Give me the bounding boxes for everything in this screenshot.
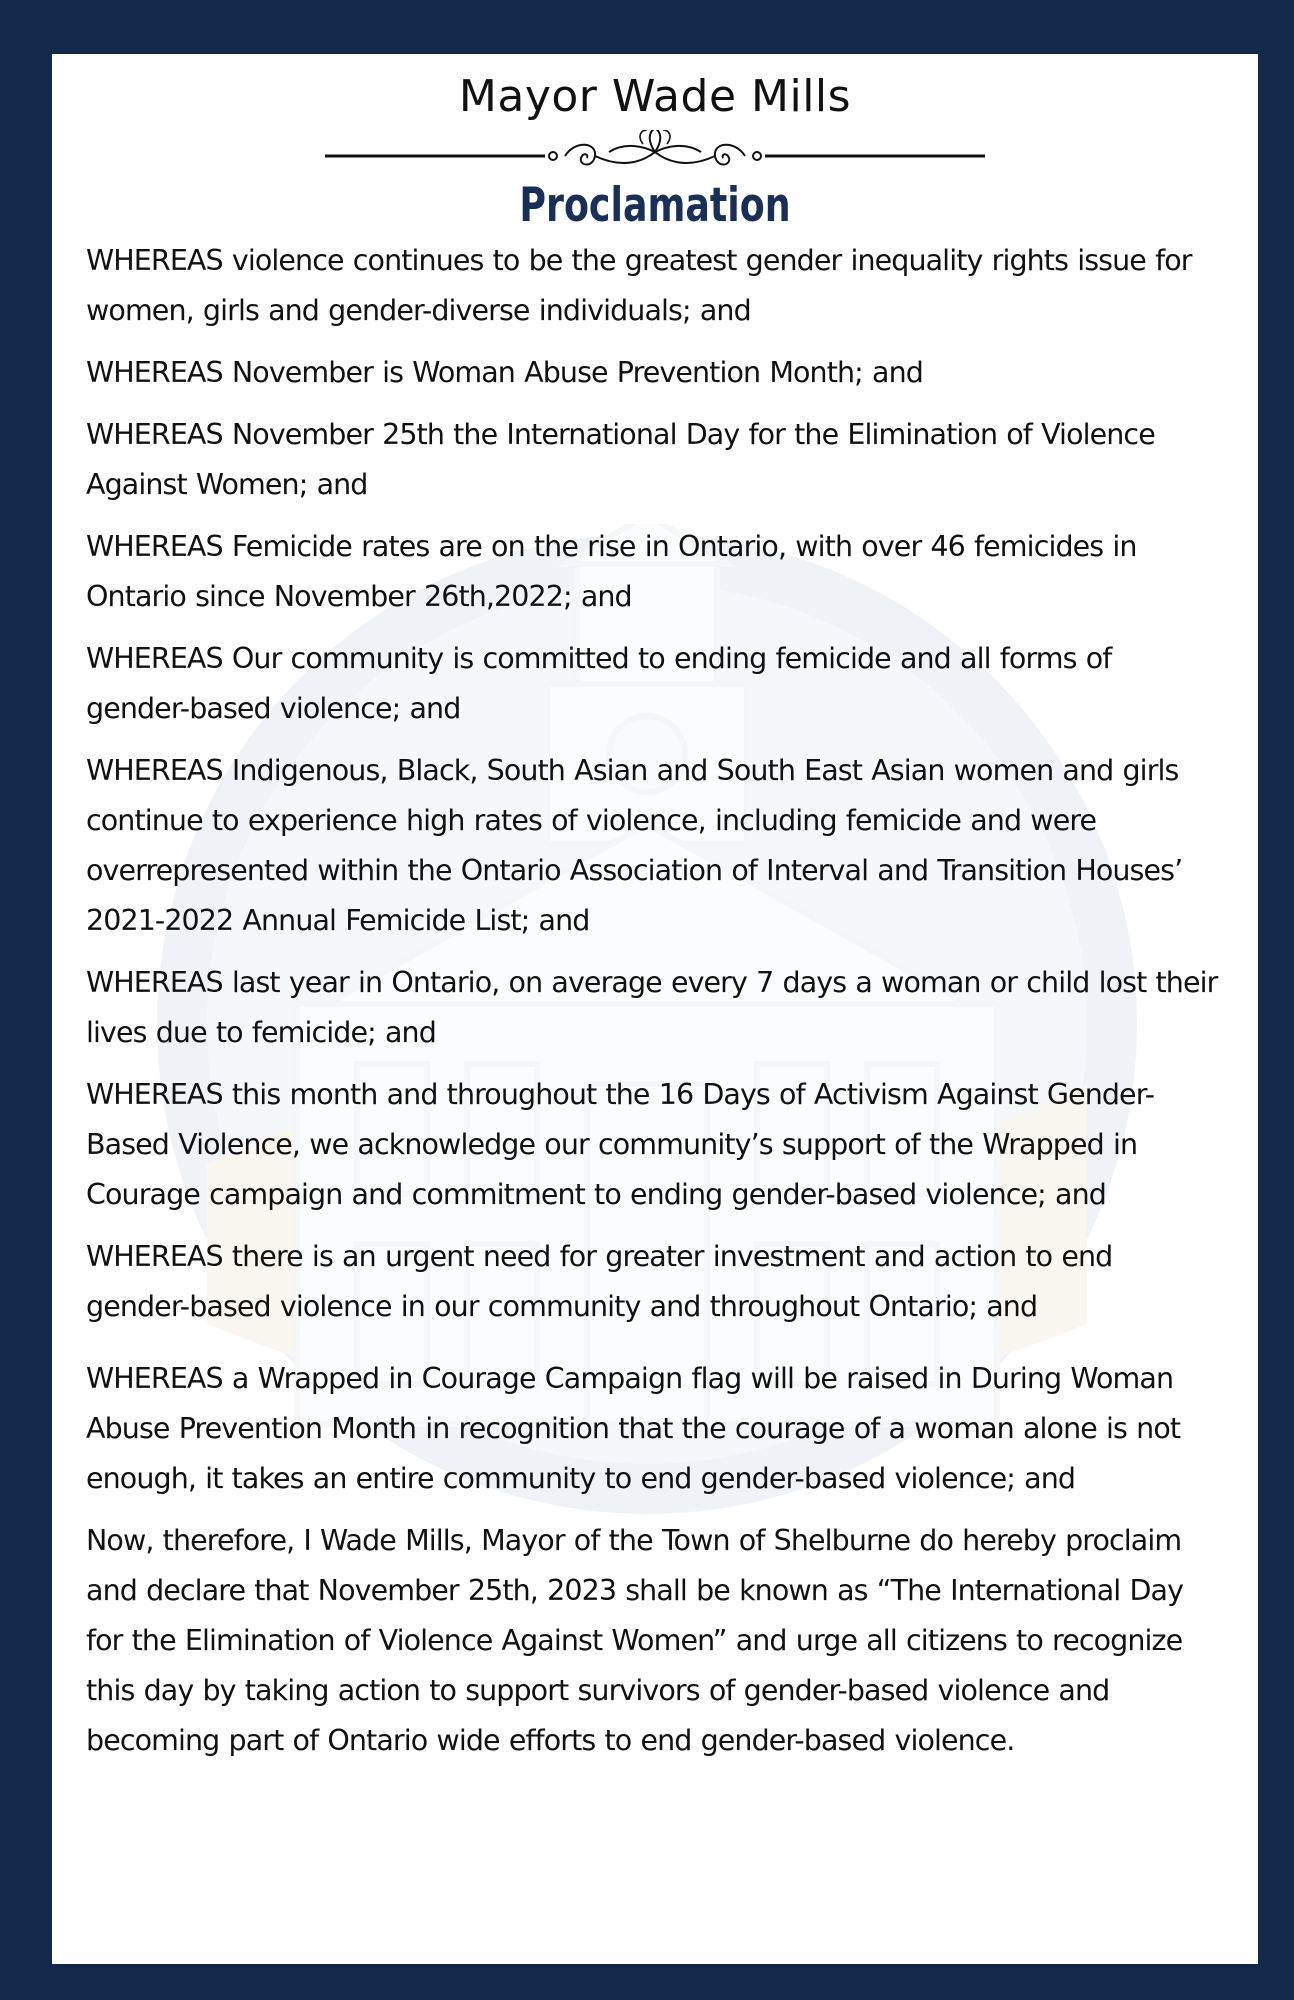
whereas-clause-8: WHEREAS this month and throughout the 16 Days of Activism Against Gender-Based Violence, we acknowledge our community’s support of the Wrapped in Courage campaign and commitment to ending gender-based violence; and: [86, 1078, 1155, 1211]
whereas-clause-9: WHEREAS there is an urgent need for greater investment and action to end gender-based violence in our community and throughout Ontario; and: [86, 1240, 1113, 1323]
proclamation-body: [52, 236, 1258, 1766]
mayor-name: Mayor Wade Mills: [458, 71, 852, 122]
whereas-clause-6: WHEREAS Indigenous, Black, South Asian and South East Asian women and girls continue to experience high rates of violence, including femicide and were overrepresented within the Ontario Association of Interval and Transition Houses’ 2021-2022 Annual Femicide List; and: [86, 754, 1183, 937]
whereas-clause-2: WHEREAS November is Woman Abuse Prevention Month; and: [86, 356, 923, 389]
whereas-clause-5: WHEREAS Our community is committed to ending femicide and all forms of gender-based violence; and: [86, 642, 1112, 725]
whereas-clause-7: WHEREAS last year in Ontario, on average every 7 days a woman or child lost their lives due to femicide; and: [86, 966, 1218, 1049]
proclamation-card: [52, 54, 1258, 1964]
whereas-clause-3: WHEREAS November 25th the International Day for the Elimination of Violence Against Women; and: [86, 418, 1155, 501]
whereas-clause-4: WHEREAS Femicide rates are on the rise in Ontario, with over 46 femicides in Ontario since November 26th,2022; and: [86, 530, 1137, 613]
ornamental-flourish-icon: [325, 130, 985, 174]
whereas-clause-10: WHEREAS a Wrapped in Courage Campaign flag will be raised in During Woman Abuse Prevention Month in recognition that the courage of a woman alone is not enough, it takes an entire community to end gender-based violence; and: [86, 1362, 1181, 1495]
whereas-clause-1: WHEREAS violence continues to be the greatest gender inequality rights issue for women, girls and gender-diverse individuals; and: [86, 244, 1192, 327]
proclamation-title: Proclamation: [519, 178, 791, 233]
proclamation-declaration: Now, therefore, I Wade Mills, Mayor of the Town of Shelburne do hereby proclaim and declare that November 25th, 2023 shall be known as “The International Day for the Elimination of Violence Against Women” and urge all citizens to recognize this day by taking action to support survivors of gender-based violence and becoming part of Ontario wide efforts to end gender-based violence.: [86, 1524, 1184, 1757]
proclamation-header: [52, 54, 1258, 236]
